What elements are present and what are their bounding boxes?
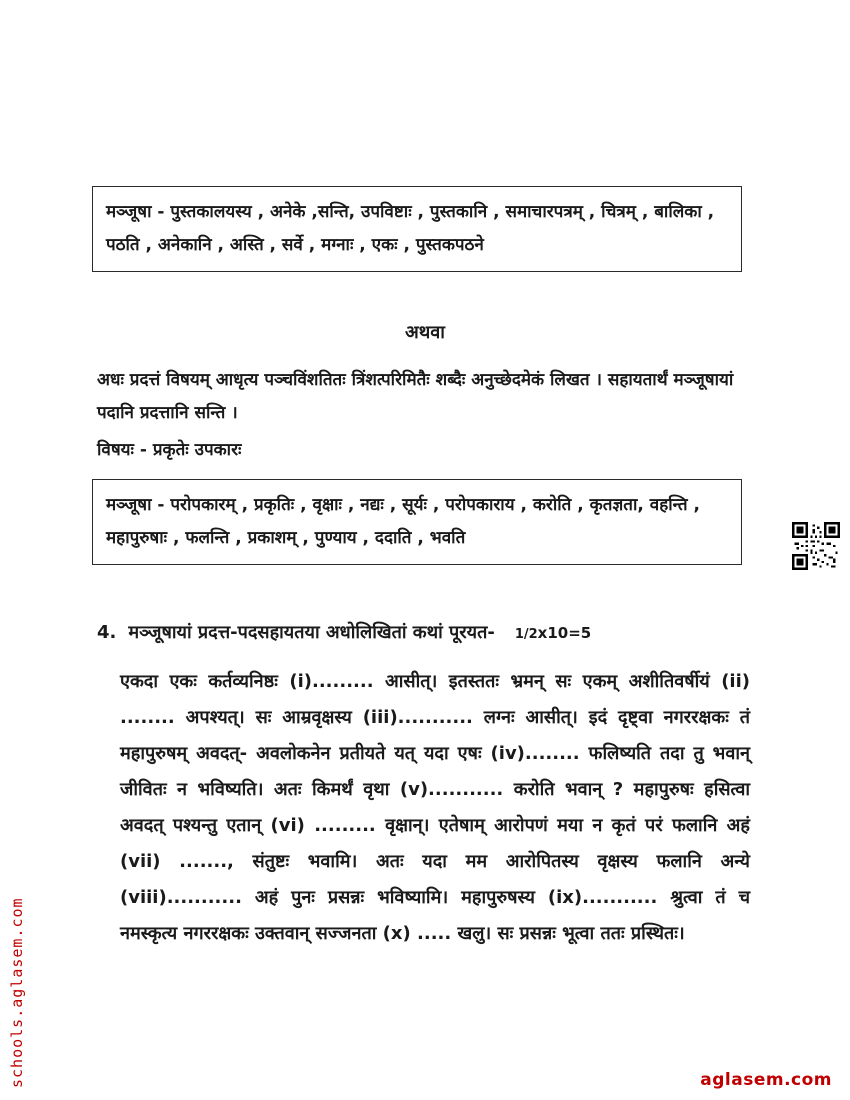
manjusha-label-1: मञ्जूषा - — [106, 202, 165, 222]
marks-fraction: 1/2 — [514, 627, 538, 642]
marks-label — [515, 622, 591, 643]
story-paragraph: एकदा एकः कर्तव्यनिष्ठः (i)......... आसीत्। इतस्ततः भ्रमन् सः एकम् अशीतिवर्षीयं (ii) ........ अपश्यत्। सः आम्रवृक्षस्य (iii)........... लग्नः आसीत्। इदं दृष्ट्वा नगररक्षकः तं महापुरुषम् अवदत्- अवलोकनेन प्रतीयते यत् यदा एषः (iv)........ फलिष्यति तदा तु भवान् जीवितः न भविष्यति। अतः किमर्थं वृथा (v)........... करोति भवान् ? महापुरुषः हसित्वा अवदत् पश्यन्तु एतान् (vi) ......... वृक्षान्। एतेषाम् आरोपणं मया न कृतं परं फलानि अहं (vii) ......., संतुष्टः भवामि। अतः यदा मम आरोपितस्य वृक्षस्य फलानि अन्ये (viii)........... अहं पुनः प्रसन्नः भविष्यामि। महापुरुषस्य (ix)........... श्रुत्वा तं च नमस्कृत्य नगररक्षकः उक्तवान् सज्जनता (x) ..... खलु। सः प्रसन्नः भूत्वा ततः प्रस्थितः। — [120, 671, 750, 944]
question-number: 4. — [97, 622, 117, 643]
manjusha-words-2: परोपकारम् , प्रकृतिः , वृक्षाः , नद्यः , सूर्यः , परोपकाराय , करोति , कृतज्ञता, वहन्ति , महापुरुषाः , फलन्ति , प्रकाशम् , पुण्याय , ददाति , भवति — [106, 495, 700, 549]
manjusha-label-2: मञ्जूषा - — [106, 495, 165, 515]
topic-line: विषयः - प्रकृतेः उपकारः — [97, 440, 242, 460]
question-prompt: मञ्जूषायां प्रदत्त-पदसहायतया अधोलिखितां कथां पूरयत- — [128, 622, 495, 643]
manjusha-words-1: पुस्तकालयस्य , अनेके ,सन्ति, उपविष्टाः , पुस्तकानि , समाचारपत्रम् , चित्रम् , बालिका , पठति , अनेकानि , अस्ति , सर्वे , मग्नाः , एकः , पुस्तकपठने — [106, 202, 715, 256]
manjusha-box-1 — [92, 186, 742, 272]
watermark-bottom-right: aglasem.com — [700, 1070, 832, 1090]
question-4-line — [97, 620, 797, 644]
watermark-left: schools.aglasem.com — [8, 897, 26, 1088]
or-heading: अथवा — [405, 322, 445, 343]
instruction-text: अधः प्रदत्तं विषयम् आधृत्य पञ्चविंशतितः त्रिंशत्परिमितैः शब्दैः अनुच्छेदमेकं लिखत । सहायतार्थं मञ्जूषायां पदानि प्रदत्तानि सन्ति । — [97, 370, 734, 424]
marks-rest: x10=5 — [537, 624, 592, 642]
manjusha-box-2 — [92, 479, 742, 565]
qr-code-icon — [792, 522, 840, 570]
